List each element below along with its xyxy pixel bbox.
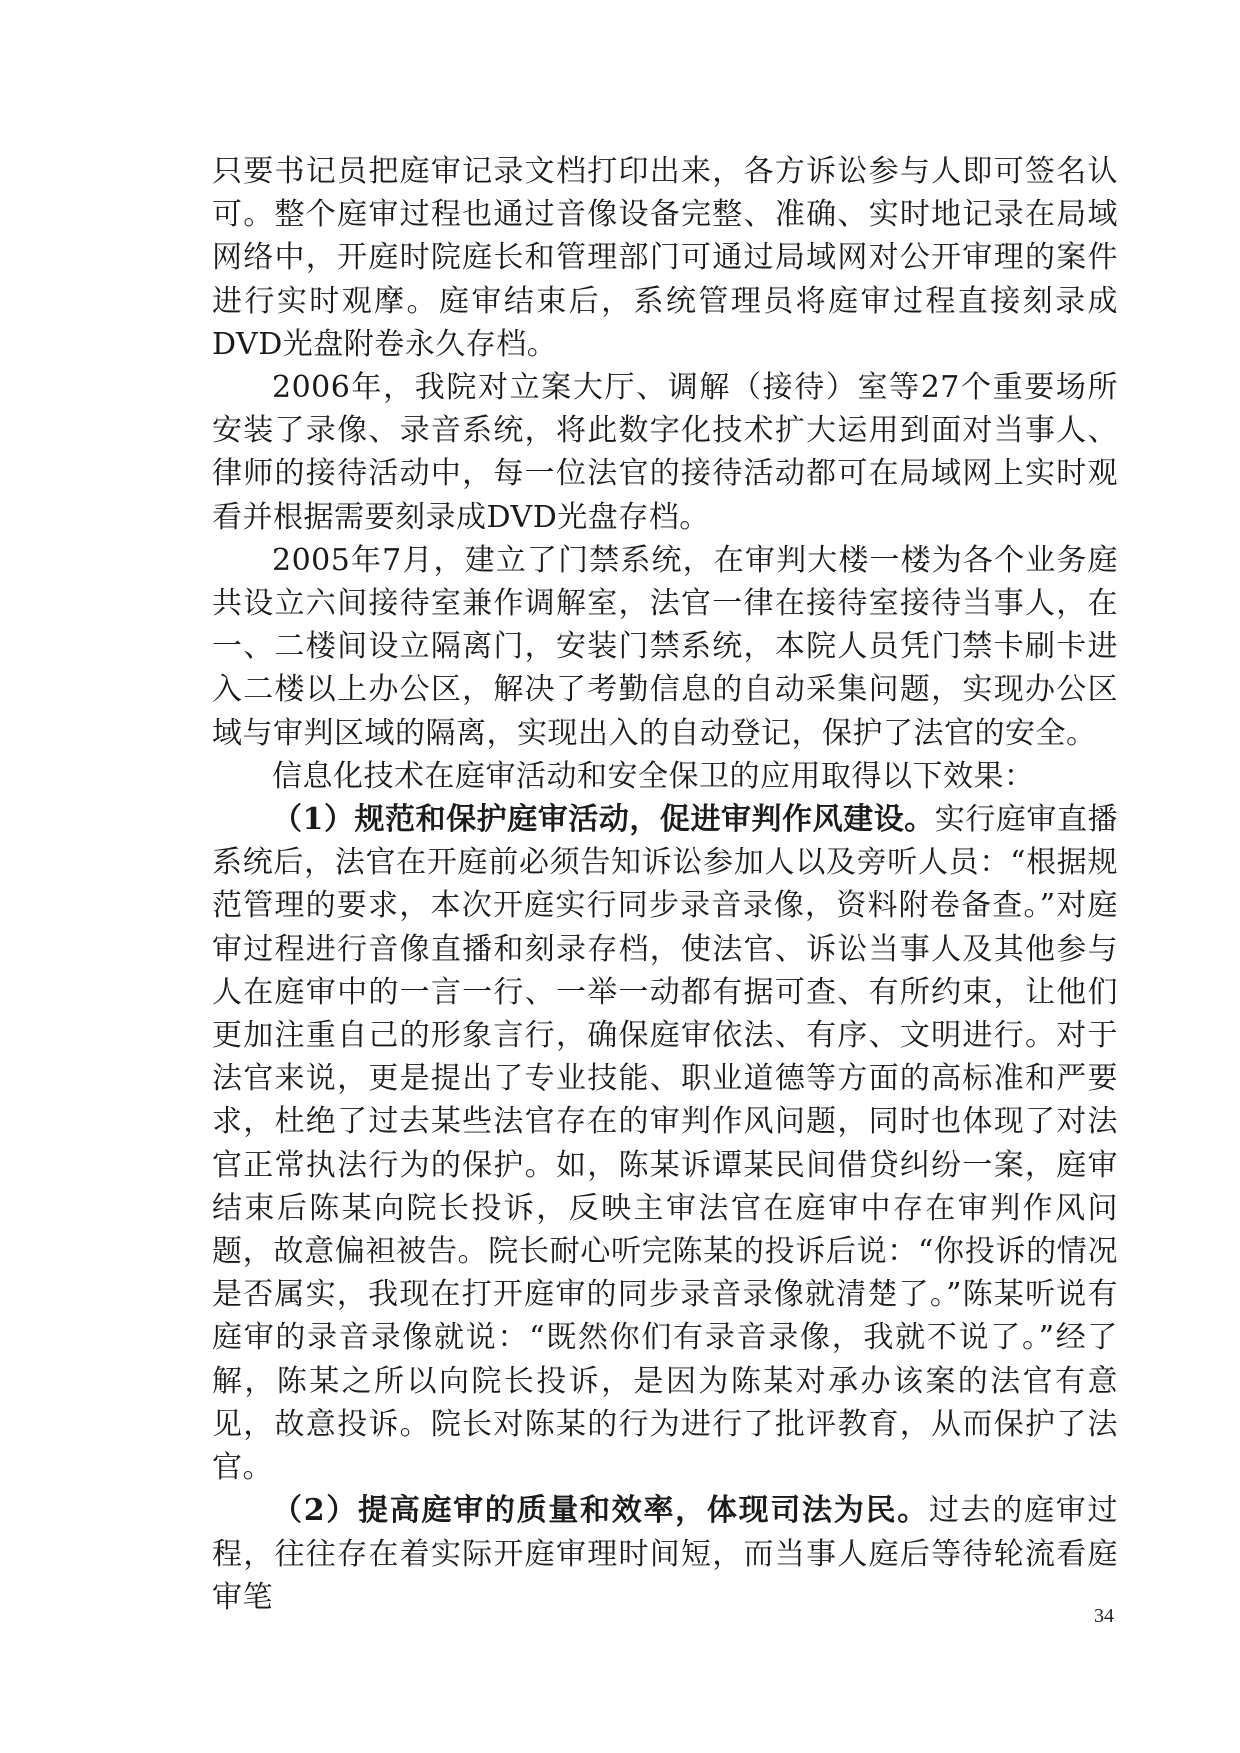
paragraph-5 [212, 798, 1118, 1489]
paragraph-text: 实行庭审直播系统后，法官在开庭前必须告知诉讼参加人以及旁听人员：“根据规范管理的要求，本次开庭实行同步录音录像，资料附卷备查。”对庭审过程进行音像直播和刻录存档，使法官、诉讼当事人及其他参与人在庭审中的一言一行、一举一动都有据可查、有所约束，让他们更加注重自己的形象言行，确保庭审依法、有序、文明进行。对于法官来说，更是提出了专业技能、职业道德等方面的高标准和严要求，杜绝了过去某些法官存在的审判作风问题，同时也体现了对法官正常执法行为的保护。如，陈某诉谭某民间借贷纠纷一案，庭审结束后陈某向院长投诉，反映主审法官在庭审中存在审判作风问题，故意偏袒被告。院长耐心听完陈某的投诉后说：“你投诉的情况是否属实，我现在打开庭审的同步录音录像就清楚了。”陈某听说有庭审的录音录像就说：“既然你们有录音录像，我就不说了。”经了解，陈某之所以向院长投诉，是因为陈某对承办该案的法官有意见，故意投诉。院长对陈某的行为进行了批评教育，从而保护了法官。 [212, 802, 1119, 1486]
body-text [212, 150, 1118, 1619]
paragraph-6 [212, 1489, 1118, 1619]
paragraph-heading: （2）提高庭审的质量和效率，体现司法为民。 [272, 1493, 929, 1529]
paragraph-text: 只要书记员把庭审记录文档打印出来，各方诉讼参与人即可签名认可。整个庭审过程也通过音像设备完整、准确、实时地记录在局域网络中，开庭时院庭长和管理部门可通过局域网对公开审理的案件进行实时观摩。庭审结束后，系统管理员将庭审过程直接刻录成DVD光盘附卷永久存档。 [212, 154, 1118, 362]
paragraph-text: 2006年，我院对立案大厅、调解（接待）室等27个重要场所安装了录像、录音系统，将此数字化技术扩大运用到面对当事人、律师的接待活动中，每一位法官的接待活动都可在局域网上实时观看并根据需要刻录成DVD光盘存档。 [212, 370, 1118, 535]
paragraph-3 [212, 539, 1118, 755]
paragraph-2 [212, 366, 1118, 539]
paragraph-text: 过去的庭审过程，往往存在着实际开庭审理时间短，而当事人庭后等待轮流看庭审笔 [212, 1493, 1119, 1615]
paragraph-text: 2005年7月，建立了门禁系统，在审判大楼一楼为各个业务庭共设立六间接待室兼作调解室，法官一律在接待室接待当事人，在一、二楼间设立隔离门，安装门禁系统，本院人员凭门禁卡刷卡进入二楼以上办公区，解决了考勤信息的自动采集问题，实现办公区域与审判区域的隔离，实现出入的自动登记，保护了法官的安全。 [212, 542, 1118, 751]
page-number: 34 [1094, 1605, 1114, 1627]
paragraph-1 [212, 150, 1118, 366]
paragraph-4 [212, 755, 1118, 798]
paragraph-text: 信息化技术在庭审活动和安全保卫的应用取得以下效果： [272, 758, 1035, 794]
paragraph-heading: （1）规范和保护庭审活动，促进审判作风建设。 [272, 802, 935, 838]
